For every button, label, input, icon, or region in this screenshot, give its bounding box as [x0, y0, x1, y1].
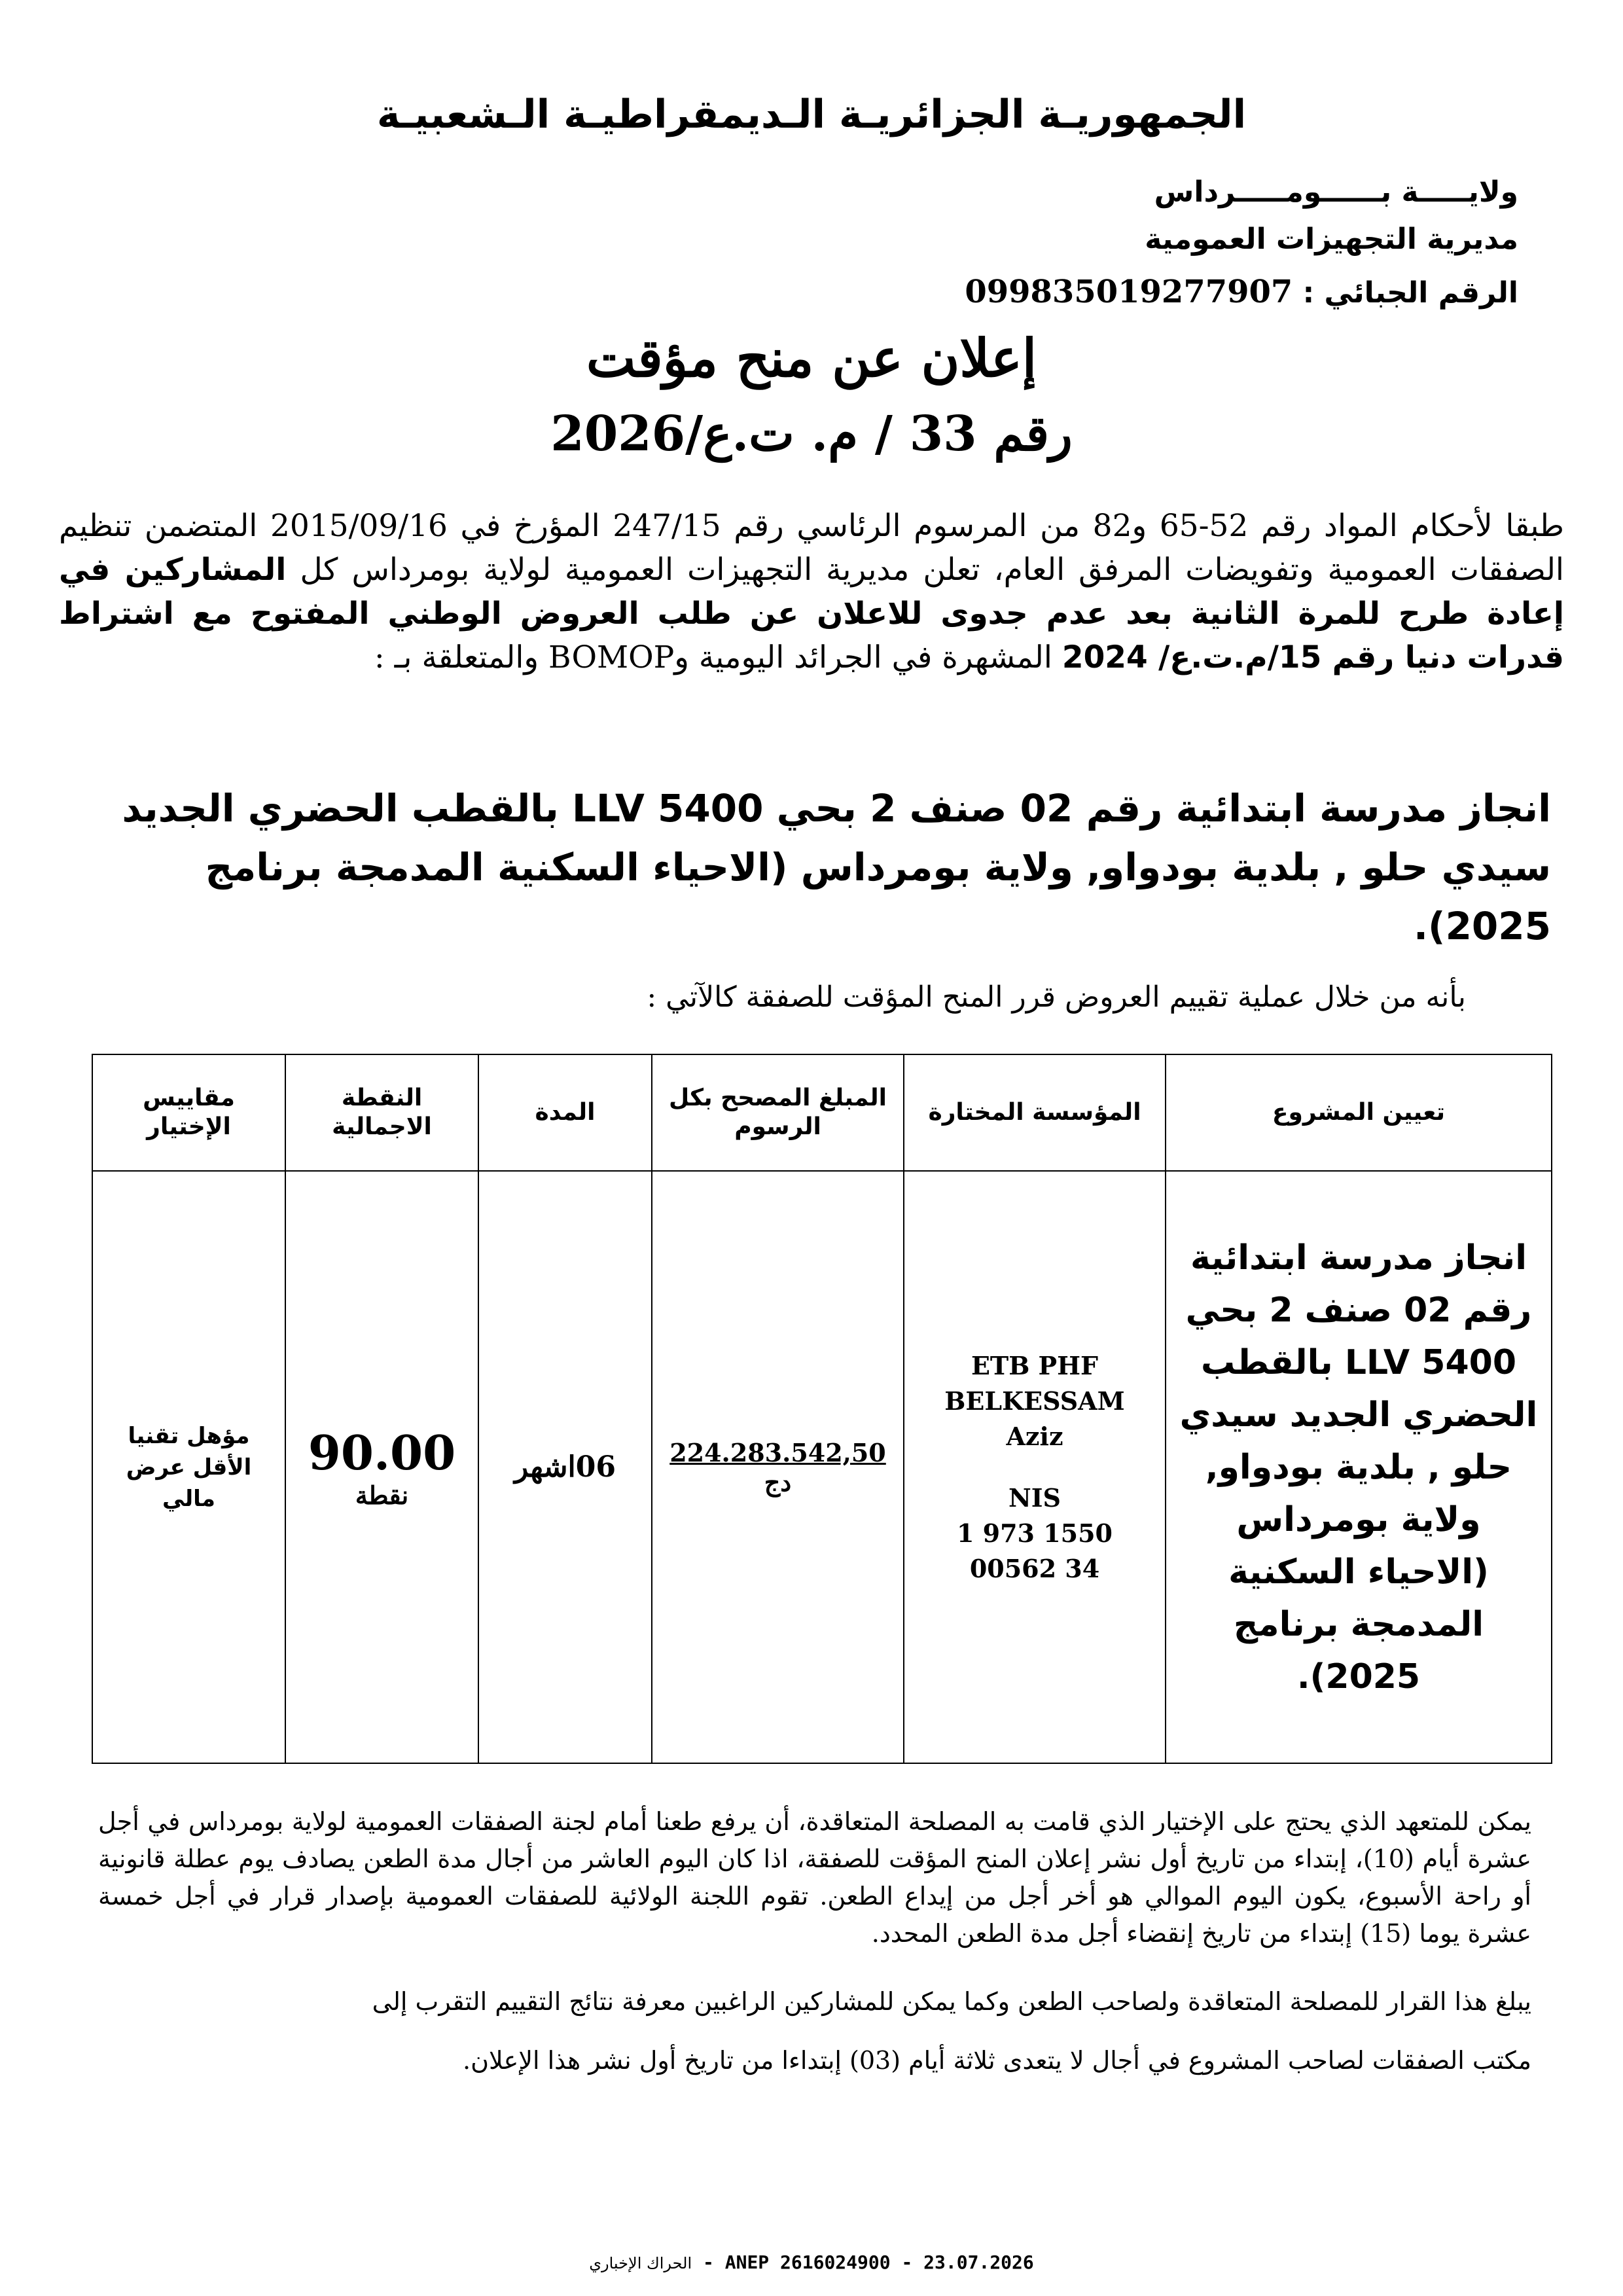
intro-text-a: طبقا لأحكام المواد رقم 52-65 و82 من المرسوم الرئاسي رقم 247/15 المؤرخ في 2015/09/16 المتضمن تنظيم الصفقات العمومية وتفويضات المرفق العام، تعلن مديرية التجهيزات العمومية لولاية بومرداس كل — [59, 508, 1565, 588]
nis-number: 1 973 1550 00562 34 — [957, 1518, 1113, 1583]
country-title: الجمهوريـة الجزائريـة الـديمقراطيـة الـشعبيـة — [376, 92, 1247, 137]
cell-project: انجاز مدرسة ابتدائية رقم 02 صنف 2 بحي LLV 5400 بالقطب الحضري الجديد سيدي حلو , بلدية بودواو, ولاية بومرداس (الاحياء السكنية المدمجة برنامج 2025). — [1166, 1171, 1552, 1763]
project-title: انجاز مدرسة ابتدائية رقم 02 صنف 2 بحي LLV 5400 بالقطب الحضري الجديد سيدي حلو , بلدية بودواو, ولاية بومرداس (الاحياء السكنية المدمجة برنامج 2025). — [122, 786, 1551, 948]
table-header-row — [92, 1054, 1552, 1171]
header-criteria: مقاييس الإختيار — [92, 1054, 285, 1171]
notification-paragraph-continued: مكتب الصفقات لصاحب المشروع في أجال لا يتعدى ثلاثة أيام (03) إبتداءا من تاريخ أول نشر هذا الإعلان. — [462, 2046, 1531, 2075]
table-row — [92, 1171, 1552, 1763]
cell-amount — [652, 1171, 904, 1763]
score-unit: نقطة — [355, 1480, 409, 1510]
header-company: المؤسسة المختارة — [904, 1054, 1166, 1171]
nis-label: NIS — [1008, 1482, 1061, 1513]
footer-code: ANEP 2616024900 - 23.07.2026 — [724, 2251, 1034, 2273]
publication-footer: الحراك الإخباري - ANEP 2616024900 - 23.07.2026 — [589, 2251, 1034, 2273]
criteria-technical: مؤهل تقنيا — [128, 1422, 250, 1449]
criteria-lowest-offer: الأقل عرض مالي — [126, 1454, 252, 1512]
intro-paragraph — [59, 504, 1564, 679]
cell-score — [285, 1171, 478, 1763]
header-amount: المبلغ المصحح بكل الرسوم — [652, 1054, 904, 1171]
appeal-paragraph: يمكن للمتعهد الذي يحتج على الإختيار الذي قامت به المصلحة المتعاقدة، أن يرفع طعنا أمام لجنة الصفقات العمومية لولاية بومرداس في أجل عشرة أيام (10)، إبتداء من تاريخ أول نشر إعلان المنح المؤقت للصفقة، اذا كان اليوم العاشر من أجال مدة الطعن يصادف يوم عطلة قانونية أو راحة الأسبوع، يكون اليوم الموالي هو أخر أجل من إيداع الطعن. تقوم اللجنة الولائية للصفقات العمومية بإصدار قرار في أجل خمسة عشرة يوما (15) إبتداء من تاريخ إنقضاء أجل مدة الطعن المحدد. — [98, 1807, 1532, 1948]
announcement-number: رقم 33 / م. ت.ع/2026 — [550, 406, 1073, 462]
announcement-title: إعلان عن منح مؤقت — [586, 327, 1037, 389]
table-intro: بأنه من خلال عملية تقييم العروض قرر المنح المؤقت للصفقة كالآتي : — [647, 980, 1466, 1014]
cell-duration: 06اشهر — [478, 1171, 652, 1763]
intro-text-b: المشهرة في الجرائد اليومية وBOMOP والمتعلقة بـ : — [374, 639, 1062, 675]
wilaya-line: ولايـــــة بــــــومـــــرداس — [1154, 175, 1518, 209]
intro-bold-a: المشاركين في إعادة طرح للمرة الثانية بعد عدم جدوى للاعلان عن طلب العروض الوطني المفتوح مع اشتراط قدرات دنيا رقم 15/م.ت.ع/ 2024 — [59, 552, 1564, 675]
directorate-line: مديرية التجهيزات العمومية — [1145, 223, 1518, 256]
footer-source: الحراك الإخباري — [589, 2254, 692, 2272]
tax-id-line — [965, 274, 1518, 310]
score-value: 90.00 — [308, 1424, 456, 1480]
amount-value: 224.283.542,50 — [669, 1437, 886, 1467]
tax-label: الرقم الجبائي : — [1302, 276, 1518, 310]
cell-criteria — [92, 1171, 285, 1763]
header-score: النقطة الاجمالية — [285, 1054, 478, 1171]
award-table — [92, 1054, 1552, 1764]
company-name: ETB PHF BELKESSAM Aziz — [944, 1350, 1125, 1451]
amount-currency: دج — [764, 1467, 792, 1497]
cell-company — [904, 1171, 1166, 1763]
header-project: تعيين المشروع — [1166, 1054, 1552, 1171]
header-duration: المدة — [478, 1054, 652, 1171]
tax-number: 099835019277907 — [965, 274, 1293, 310]
notification-paragraph: يبلغ هذا القرار للمصلحة المتعاقدة ولصاحب الطعن وكما يمكن للمشاركين الراغبين معرفة نتائج التقييم التقرب إلى — [372, 1987, 1531, 2016]
